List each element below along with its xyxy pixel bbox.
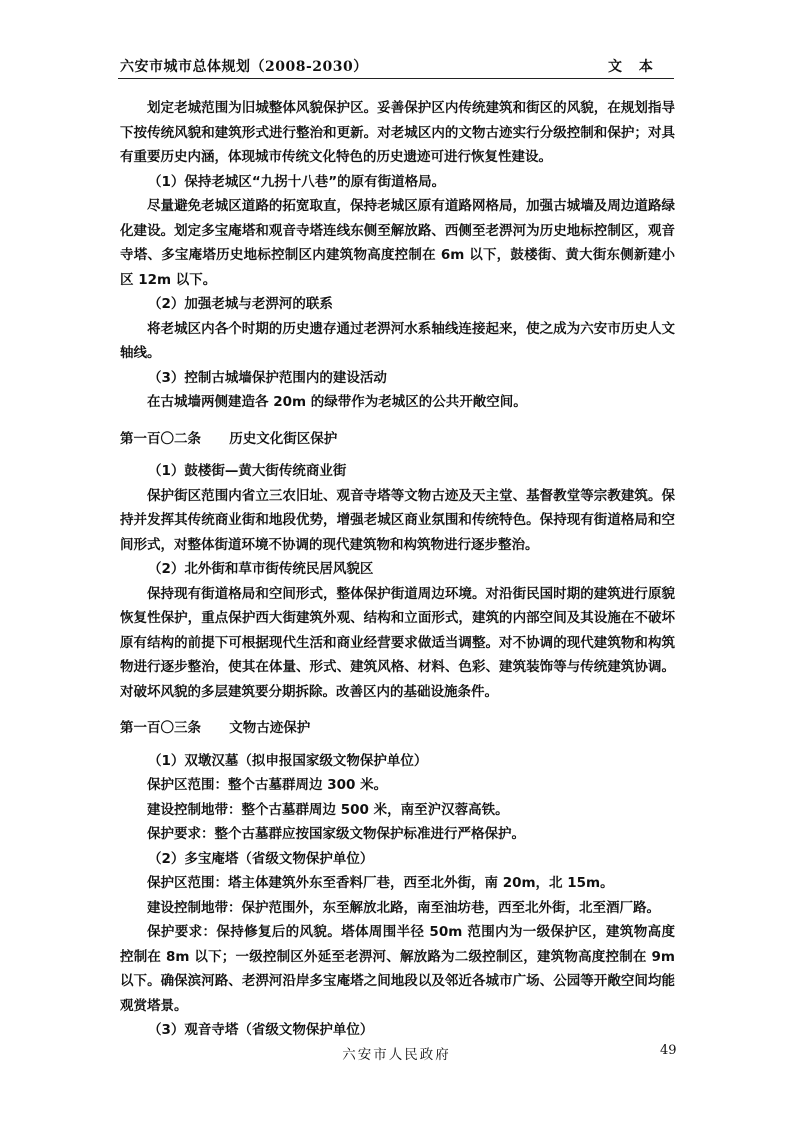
paragraph-pagoda-requirements: 保护要求：保持修复后的风貌。塔体周围半径 50m 范围内为一级保护区，建筑物高度控制在 8m 以下；一级控制区外延至老淠河、解放路为二级控制区，建筑物高度控制在 9m 以下。确保滨河路、老淠河沿岸多宝庵塔之间地段以及邻近各城市广场、公园等开敞空间均能观赏塔景。 — [120, 924, 675, 1014]
subheading-city-wall: （3）控制古城墙保护范围内的建设活动 — [148, 369, 387, 386]
subheading-beiwai-street: （2）北外街和草市街传统民居风貌区 — [148, 561, 374, 577]
header-title: 六安市城市总体规划（2008-2030） — [120, 59, 368, 75]
subheading-gulou-street: （1）鼓楼街—黄大街传统商业街 — [148, 463, 347, 479]
header-divider — [118, 78, 674, 79]
paragraph-tomb-protection-area: 保护区范围：整个古墓群周边 300 米。 — [147, 777, 388, 793]
document-body — [120, 96, 675, 1043]
article-102-heading: 第一百〇二条 历史文化街区保护 — [120, 430, 338, 447]
paragraph-tomb-requirements: 保护要求：整个古墓群应按国家级文物保护标准进行严格保护。 — [147, 826, 525, 842]
subheading-shuangdun-tomb: （1）双墩汉墓（拟申报国家级文物保护单位） — [148, 752, 428, 769]
paragraph-road-network: 尽量避免老城区道路的拓宽取直，保持老城区原有道路网格局，加强古城墙及周边道路绿化建设。划定多宝庵塔和观音寺塔连线东侧至解放路、西侧至老淠河为历史地标控制区，观音寺塔、多宝庵塔历史地标控制区内建筑物高度控制在 6m 以下，鼓楼街、黄大街东侧新建小区 12m 以下。 — [120, 198, 675, 288]
paragraph-gulou-street: 保护街区范围内省立三农旧址、观音寺塔等文物古迹及天主堂、基督教堂等宗教建筑。保持并发挥其传统商业街和地段优势，增强老城区商业氛围和传统特色。保持现有街道格局和空间形式，对整体街道环境不协调的现代建筑物和构筑物进行逐步整治。 — [120, 487, 675, 553]
paragraph-pagoda-protection-area: 保护区范围：塔主体建筑外东至香料厂巷，西至北外街，南 20m，北 15m。 — [147, 875, 614, 891]
page-number: 49 — [660, 1043, 677, 1058]
subheading-street-pattern: （1）保持老城区“九拐十八巷”的原有街道格局。 — [148, 173, 446, 190]
subheading-river-link: （2）加强老城与老淠河的联系 — [148, 296, 333, 312]
paragraph-green-belt: 在古城墙两侧建造各 20m 的绿带作为老城区的公共开敞空间。 — [147, 394, 527, 410]
paragraph-beiwai-street: 保持现有街道格局和空间形式，整体保护街道周边环境。对沿街民国时期的建筑进行原貌恢复性保护，重点保护西大街建筑外观、结构和立面形式，建筑的内部空间及其设施在不破坏原有结构的前提下可根据现代生活和商业经营要求做适当调整。对不协调的现代建筑物和构筑物进行逐步整治，使其在体量、形式、建筑风格、材料、色彩、建筑装饰等与传统建筑协调。对破坏风貌的多层建筑要分期拆除。改善区内的基础设施条件。 — [120, 585, 675, 700]
subheading-duobao-pagoda: （2）多宝庵塔（省级文物保护单位） — [148, 850, 374, 867]
paragraph-old-city-scope: 划定老城范围为旧城整体风貌保护区。妥善保护区内传统建筑和街区的风貌，在规划指导下按传统风貌和建筑形式进行整治和更新。对老城区内的文物古迹实行分级控制和保护；对具有重要历史内涵，体现城市传统文化特色的历史遗迹可进行恢复性建设。 — [120, 100, 675, 165]
paragraph-river-axis: 将老城区内各个时期的历史遗存通过老淠河水系轴线连接起来，使之成为六安市历史人文轴线。 — [120, 320, 675, 361]
paragraph-pagoda-control-zone: 建设控制地带：保护范围外，东至解放北路，南至油坊巷，西至北外街，北至酒厂路。 — [147, 899, 660, 916]
header-doc-type: 文 本 — [608, 59, 659, 75]
paragraph-tomb-control-zone: 建设控制地带：整个古墓群周边 500 米，南至沪汉蓉高铁。 — [147, 801, 509, 818]
subheading-guanyin-pagoda: （3）观音寺塔（省级文物保护单位） — [148, 1022, 374, 1038]
article-103-heading: 第一百〇三条 文物古迹保护 — [120, 720, 311, 736]
footer-issuer: 六安市人民政府 — [342, 1047, 451, 1063]
